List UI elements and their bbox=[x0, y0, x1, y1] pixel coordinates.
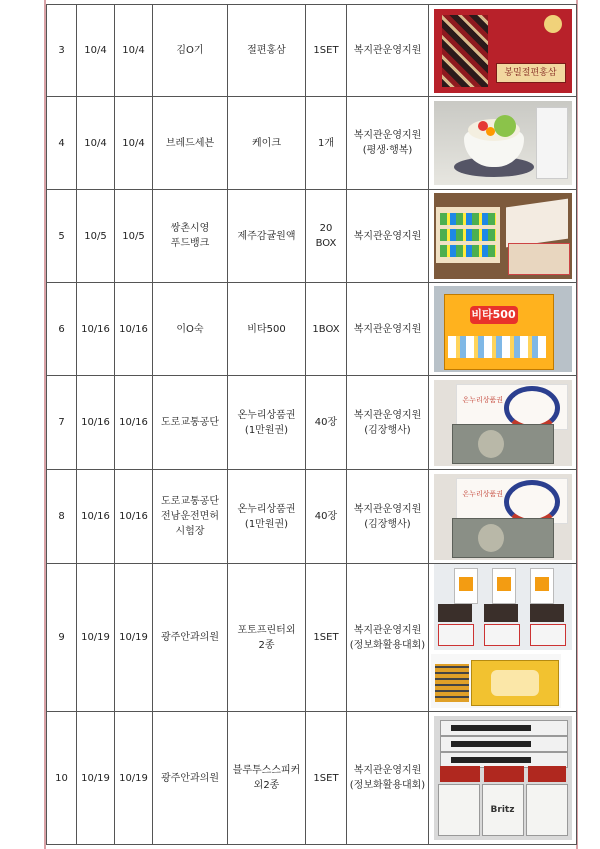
row-number: 3 bbox=[47, 5, 77, 97]
photo-label: 온누리상품권 bbox=[462, 489, 504, 498]
row-number: 8 bbox=[47, 470, 77, 564]
use-date: 10/19 bbox=[115, 564, 153, 712]
receipt-date: 10/16 bbox=[77, 470, 115, 564]
donation-ledger-table bbox=[46, 4, 577, 845]
quantity: 40장 bbox=[306, 470, 347, 564]
table-row bbox=[47, 712, 577, 845]
item: 비타500 bbox=[228, 283, 306, 376]
usage bbox=[347, 97, 429, 190]
row-number: 4 bbox=[47, 97, 77, 190]
usage-sub: (정보화활용대회) bbox=[349, 780, 426, 791]
donor: 광주안과의원 bbox=[153, 712, 228, 845]
donor: 도로교통공단 bbox=[153, 376, 228, 470]
usage bbox=[347, 470, 429, 564]
usage-sub: (김장행사) bbox=[364, 518, 411, 530]
donor: 브레드세븐 bbox=[153, 97, 228, 190]
receipt-date: 10/16 bbox=[77, 283, 115, 376]
juice-boxes-photo bbox=[434, 193, 572, 279]
photo-printers-photo bbox=[434, 564, 572, 650]
vita500-box-photo bbox=[434, 286, 572, 372]
usage bbox=[347, 190, 429, 283]
usage bbox=[347, 283, 429, 376]
photo-label: Britz bbox=[482, 784, 524, 836]
quantity: 1BOX bbox=[306, 283, 347, 376]
usage-text: 복지관운영지원 bbox=[353, 45, 422, 56]
photo-cell bbox=[429, 97, 577, 190]
receipt-date: 10/5 bbox=[77, 190, 115, 283]
receipt-date: 10/16 bbox=[77, 376, 115, 470]
use-date: 10/19 bbox=[115, 712, 153, 845]
donor: 쌍촌시영 푸드뱅크 bbox=[153, 190, 228, 283]
photo-cell bbox=[429, 190, 577, 283]
photo-cell bbox=[429, 5, 577, 97]
item: 절편홍삼 bbox=[228, 5, 306, 97]
row-number: 10 bbox=[47, 712, 77, 845]
usage-sub: (김장행사) bbox=[364, 424, 411, 436]
item: 케이크 bbox=[228, 97, 306, 190]
photo-label: 비타500 bbox=[470, 306, 518, 324]
cake-photo bbox=[434, 101, 572, 185]
usage bbox=[347, 564, 429, 712]
bluetooth-speakers-photo bbox=[434, 716, 572, 840]
table-row bbox=[47, 190, 577, 283]
usage-sub: (정보화활용대회) bbox=[349, 639, 426, 651]
usage-text: 복지관운영지원 bbox=[353, 323, 422, 335]
charts-tray-photo bbox=[431, 654, 561, 708]
use-date: 10/4 bbox=[115, 5, 153, 97]
usage-text: 복지관운영지원 bbox=[353, 230, 422, 242]
use-date: 10/5 bbox=[115, 190, 153, 283]
photo-cell bbox=[429, 470, 577, 564]
table-row bbox=[47, 564, 577, 712]
usage bbox=[347, 712, 429, 845]
table-row bbox=[47, 376, 577, 470]
photo-label: 봉밀절편홍삼 bbox=[496, 63, 566, 83]
table-row bbox=[47, 470, 577, 564]
usage-text: 복지관운영지원 bbox=[353, 765, 422, 776]
donor: 광주안과의원 bbox=[153, 564, 228, 712]
photo-cell bbox=[429, 712, 577, 845]
quantity: 20 BOX bbox=[306, 190, 347, 283]
item: 온누리상품권 (1만원권) bbox=[228, 376, 306, 470]
table-row bbox=[47, 283, 577, 376]
usage-text: 복지관운영지원 bbox=[353, 409, 422, 421]
quantity: 1SET bbox=[306, 712, 347, 845]
gift-certificates-photo bbox=[434, 380, 572, 466]
row-number: 6 bbox=[47, 283, 77, 376]
donor: 김O기 bbox=[153, 5, 228, 97]
usage bbox=[347, 376, 429, 470]
item: 포토프린터외 2종 bbox=[228, 564, 306, 712]
item: 제주감귤원액 bbox=[228, 190, 306, 283]
donor: 도로교통공단 전남운전면허 시험장 bbox=[153, 470, 228, 564]
table-row bbox=[47, 5, 577, 97]
item: 블루투스스피커 외2종 bbox=[228, 712, 306, 845]
quantity: 1개 bbox=[306, 97, 347, 190]
quantity: 1SET bbox=[306, 564, 347, 712]
usage-text: 복지관운영지원 bbox=[353, 503, 422, 515]
usage bbox=[347, 5, 429, 97]
usage-text: 복지관운영지원 bbox=[353, 624, 422, 636]
photo-cell bbox=[429, 376, 577, 470]
photo-cell bbox=[429, 564, 577, 712]
quantity: 1SET bbox=[306, 5, 347, 97]
use-date: 10/16 bbox=[115, 283, 153, 376]
quantity: 40장 bbox=[306, 376, 347, 470]
receipt-date: 10/19 bbox=[77, 564, 115, 712]
usage-sub: (평생·행복) bbox=[362, 145, 413, 156]
table-row bbox=[47, 97, 577, 190]
photo-cell bbox=[429, 283, 577, 376]
receipt-date: 10/4 bbox=[77, 5, 115, 97]
row-number: 5 bbox=[47, 190, 77, 283]
gift-certificates-photo bbox=[434, 474, 572, 560]
use-date: 10/16 bbox=[115, 470, 153, 564]
receipt-date: 10/4 bbox=[77, 97, 115, 190]
item: 온누리상품권 (1만원권) bbox=[228, 470, 306, 564]
use-date: 10/4 bbox=[115, 97, 153, 190]
usage-text: 복지관운영지원 bbox=[353, 130, 422, 141]
row-number: 7 bbox=[47, 376, 77, 470]
donor: 이O숙 bbox=[153, 283, 228, 376]
receipt-date: 10/19 bbox=[77, 712, 115, 845]
photo-label: 온누리상품권 bbox=[462, 395, 504, 404]
use-date: 10/16 bbox=[115, 376, 153, 470]
row-number: 9 bbox=[47, 564, 77, 712]
red-ginseng-box-photo bbox=[434, 9, 572, 93]
